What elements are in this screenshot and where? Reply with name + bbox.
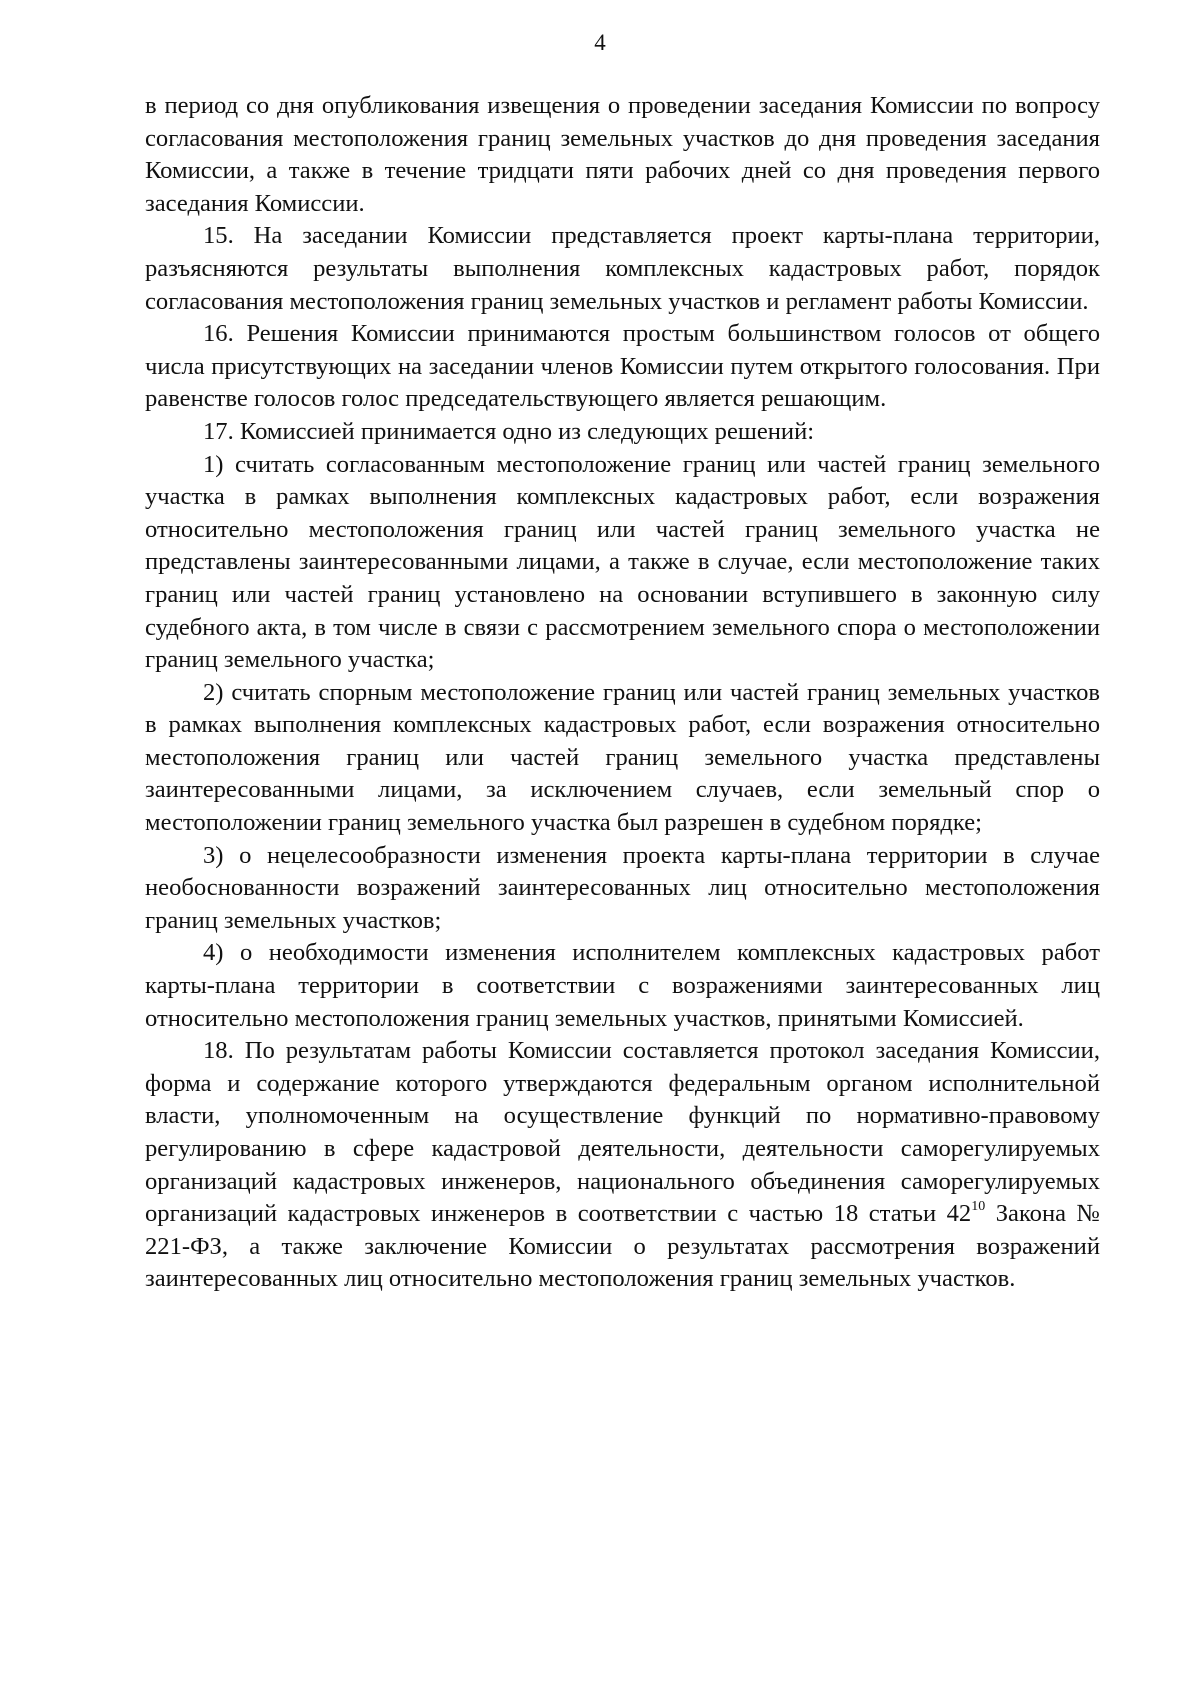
paragraph-16: 16. Решения Комиссии принимаются простым большинством голосов от общего числа присутствующих на заседании членов Комиссии путем открытого голосования. При равенстве голосов голос председательствующего является решающим. bbox=[145, 320, 1100, 413]
paragraph-continuation: в период со дня опубликования извещения о проведении заседания Комиссии по вопросу согласования местоположения границ земельных участков до дня проведения заседания Комиссии, а также в течение тридцати пяти рабочих дней со дня проведения первого заседания Комиссии. bbox=[145, 92, 1100, 217]
paragraph-17-item-1: 1) считать согласованным местоположение границ или частей границ земельного участка в рамках выполнения комплексных кадастровых работ, если возражения относительно местоположения границ или частей границ земельного участка не представлены заинтересованными лицами, а также в случае, если местоположение таких границ или частей границ установлено на основании вступившего в законную силу судебного акта, в том числе в связи с рассмотрением земельного спора о местоположении границ земельного участка; bbox=[145, 450, 1100, 674]
document-body bbox=[145, 90, 1100, 1296]
paragraph-18-text-start: 18. По результатам работы Комиссии составляется протокол заседания Комиссии, форма и содержание которого утверждаются федеральным органом исполнительной власти, уполномоченным на осуществление функций по нормативно-правовому регулированию в сфере кадастровой деятельности, деятельности саморегулируемых организаций кадастровых инженеров, национального объединения саморегулируемых организаций кадастровых инженеров в соответствии с частью 18 статьи 42 bbox=[145, 1037, 1100, 1228]
paragraph-17-item-4: 4) о необходимости изменения исполнителем комплексных кадастровых работ карты-плана территории в соответствии с возражениями заинтересованных лиц относительно местоположения границ земельных участков, принятыми Комиссией. bbox=[145, 939, 1100, 1032]
paragraph-18 bbox=[145, 1035, 1100, 1296]
paragraph-18-text-end: Закона № 221-ФЗ, а также заключение Комиссии о результатах рассмотрения возражений заинтересованных лиц относительно местоположения границ земельных участков. bbox=[145, 1200, 1100, 1293]
page-number: 4 bbox=[594, 30, 606, 55]
paragraph-17: 17. Комиссией принимается одно из следующих решений: bbox=[203, 417, 815, 445]
paragraph-17-item-2: 2) считать спорным местоположение границ или частей границ земельных участков в рамках выполнения комплексных кадастровых работ, если возражения относительно местоположения границ или частей границ земельного участка представлены заинтересованными лицами, за исключением случаев, если земельный спор о местоположении границ земельного участка был разрешен в судебном порядке; bbox=[145, 678, 1100, 837]
paragraph-15: 15. На заседании Комиссии представляется проект карты-плана территории, разъясняются результаты выполнения комплексных кадастровых работ, порядок согласования местоположения границ земельных участков и регламент работы Комиссии. bbox=[145, 222, 1100, 315]
article-superscript: 10 bbox=[971, 1199, 986, 1215]
paragraph-17-item-3: 3) о нецелесообразности изменения проекта карты-плана территории в случае необоснованности возражений заинтересованных лиц относительно местоположения границ земельных участков; bbox=[145, 841, 1100, 934]
